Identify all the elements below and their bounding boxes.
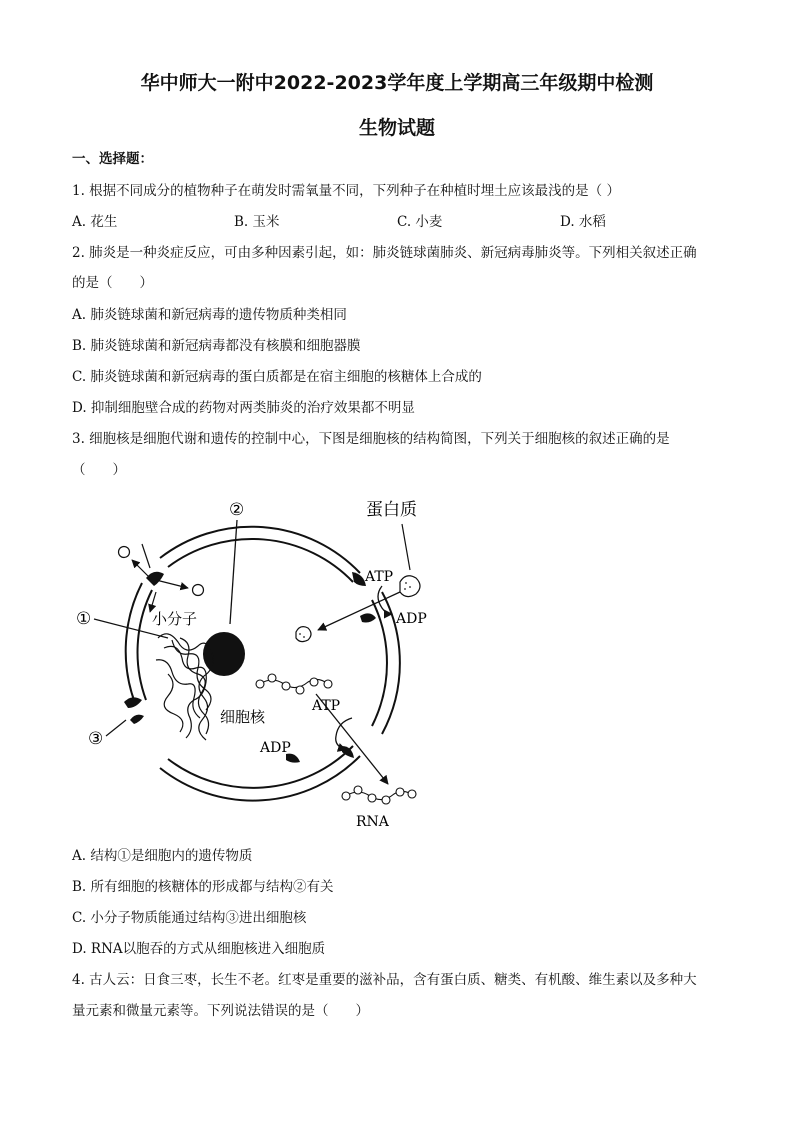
label-nucleus: 细胞核 [220,708,266,726]
protein-blob-inside [296,627,311,642]
q2-option-a: A. 肺炎链球菌和新冠病毒的遗传物质种类相同 [72,307,347,323]
q2-option-c: C. 肺炎链球菌和新冠病毒的蛋白质都是在宿主细胞的核糖体上合成的 [72,369,482,385]
q3-option-b: B. 所有细胞的核糖体的形成都与结构②有关 [72,879,334,895]
label-2: ② [229,500,245,520]
q2-stem-line2: 的是（ ） [72,275,153,291]
q3-option-d: D. RNA以胞吞的方式从细胞核进入细胞质 [72,941,326,957]
label-1: ① [76,609,92,629]
q3-option-a: A. 结构①是细胞内的遗传物质 [72,848,253,864]
label-rna: RNA [356,814,389,830]
q2-stem-line1: 2. 肺炎是一种炎症反应，可由多种因素引起，如：肺炎链球菌肺炎、新冠病毒肺炎等。下列相关叙述正确 [72,245,697,261]
pore-left [124,697,142,708]
nuclear-envelope [126,527,400,801]
label-small-molecule: 小分子 [152,610,198,628]
q4-stem-line1: 4. 古人云：日食三枣，长生不老。红枣是重要的滋补品，含有蛋白质、糖类、有机酸、维生素以及多种大 [72,972,697,988]
pore-right [360,613,376,622]
label-adp-right: ADP [396,611,427,627]
rna-outside [342,786,416,804]
q1-option-b: B. 玉米 [234,214,280,230]
q2-option-d: D. 抑制细胞壁合成的药物对两类肺炎的治疗效果都不明显 [72,400,415,416]
q3-stem-line1: 3. 细胞核是细胞代谢和遗传的控制中心，下图是细胞核的结构简图，下列关于细胞核的叙述正确的是 [72,431,670,447]
q3-stem-line2: （ ） [72,462,126,478]
label-protein: 蛋白质 [366,500,417,520]
nucleus-diagram [60,488,480,840]
pore-top-right [352,572,366,586]
small-molecule-outside [119,547,130,558]
label-atp-top: ATP [365,569,394,585]
q4-stem-line2: 量元素和微量元素等。下列说法错误的是（ ） [72,1003,369,1019]
pore-top-left [146,572,164,586]
q2-option-b: B. 肺炎链球菌和新冠病毒都没有核膜和细胞器膜 [72,338,361,354]
page-title: 华中师大一附中2022-2023学年度上学期高三年级期中检测 [140,72,654,94]
q1-option-c: C. 小麦 [397,214,443,230]
label-adp-bottom: ADP [260,740,291,756]
nucleolus [203,632,245,676]
q1-option-d: D. 水稻 [560,214,606,230]
section-heading: 一、选择题： [72,151,153,167]
subject-title: 生物试题 [358,117,435,139]
small-molecule-inside [193,585,204,596]
label-atp-bottom: ATP [312,698,341,714]
nuclear-pores [124,572,376,763]
q3-option-c: C. 小分子物质能通过结构③进出细胞核 [72,910,307,926]
label-3: ③ [88,729,104,749]
protein-import-arrow [318,592,400,630]
q1-option-a: A. 花生 [72,214,118,230]
pore-bottom-left [130,715,144,724]
rna-inside [256,674,332,694]
q1-stem: 1. 根据不同成分的植物种子在萌发时需氧量不同，下列种子在种植时埋土应该最浅的是（ ） [72,183,620,199]
